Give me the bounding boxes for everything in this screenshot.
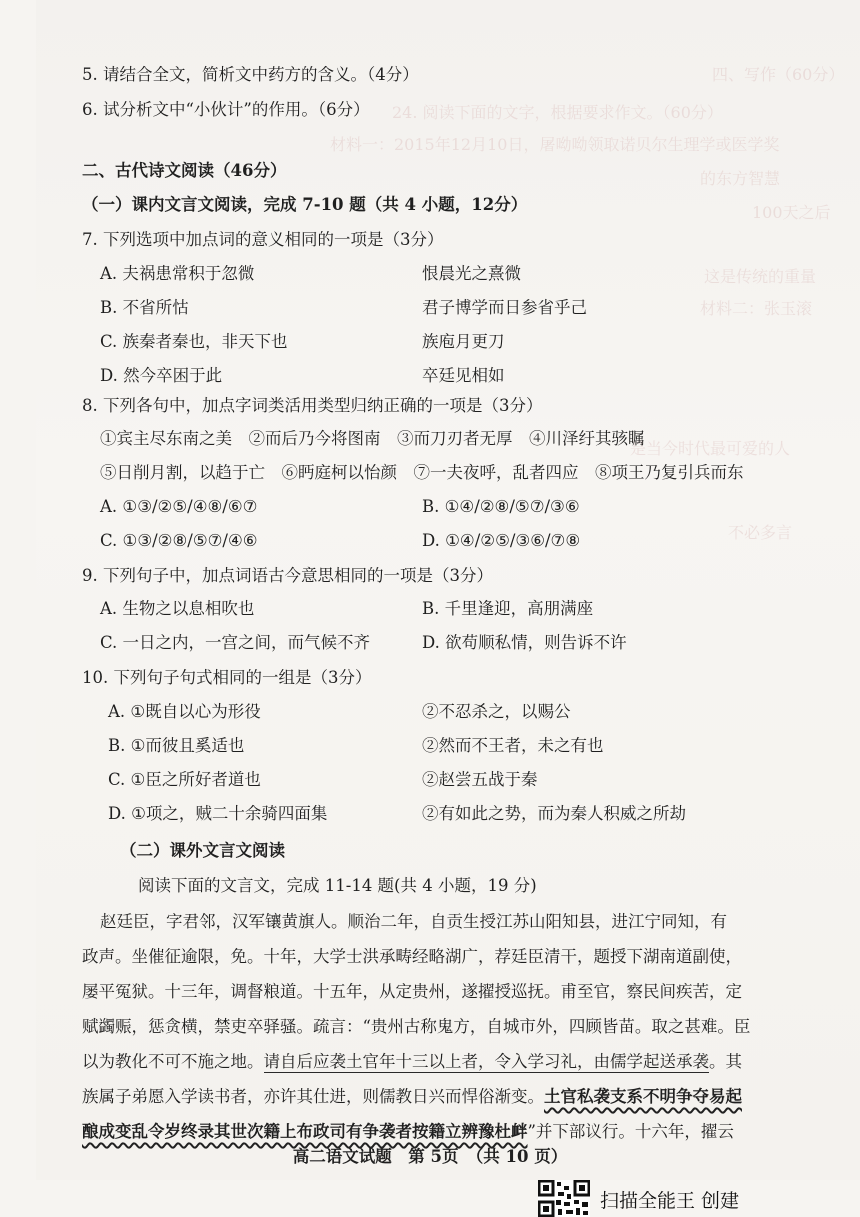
bleed-through-text: 是当今时代最可爱的人 <box>630 439 791 458</box>
section-heading: 二、古代诗文阅读（46分） <box>82 161 287 180</box>
subsection-heading-2: （二）课外文言文阅读 <box>120 841 285 860</box>
passage-line-7 <box>82 1121 734 1143</box>
q7-option-d-left: D. 然今卒困于此 <box>100 366 223 385</box>
subsection-heading-1: （一）课内文言文阅读，完成 7-10 题（共 4 小题，12分） <box>82 195 528 214</box>
passage-line-1: 赵廷臣，字君邻，汉军镶黄旗人。顺治二年，自贡生授江苏山阳知县，进江宁同知，有 <box>100 912 727 931</box>
underlined-sentence: 请自后应袭土官年十三以上者，令入学习礼，由儒学起送承袭 <box>263 1052 709 1071</box>
q9-option-c: C. 一日之内，一宫之间，而气候不齐 <box>100 633 371 652</box>
q10-option-d-left: D. ①项之，贼二十余骑四面集 <box>108 804 328 823</box>
q10-option-c-right: ②赵尝五战于秦 <box>422 770 538 789</box>
passage-text: ”并下部议行。十六年，擢云 <box>527 1122 734 1141</box>
bleed-through-text: 这是传统的重量 <box>704 267 817 286</box>
bleed-through-text: 不必多言 <box>728 523 793 542</box>
q8-option-d: D. ①④/②⑤/③⑥/⑦⑧ <box>422 531 581 550</box>
passage-line-2: 政声。坐催征逾限，免。十年，大学士洪承畴经略湖广，荐廷臣清干，题授下湖南道副使， <box>82 947 742 966</box>
q10-option-d-right: ②有如此之势，而为秦人积威之所劫 <box>422 804 686 823</box>
q10-option-a-left: A. ①既自以心为形役 <box>108 702 261 721</box>
q8-items-row-1: ①宾主尽东南之美 ②而后乃今将图南 ③而刀刃者无厚 ④川泽纡其骇瞩 <box>100 429 645 448</box>
page-footer: 高二语文试题 第 5页 （共 10 页） <box>292 1147 568 1166</box>
wavy-underlined-sentence: 酿成变乱令岁终录其世次籍上布政司有争袭者按籍立辨豫杜衅 <box>82 1122 528 1141</box>
question-5: 5. 请结合全文，简析文中药方的含义。（4分） <box>82 65 419 84</box>
question-7-stem: 7. 下列选项中加点词的意义相同的一项是（3分） <box>82 230 444 249</box>
q10-option-b-left: B. ①而彼且奚适也 <box>108 736 245 755</box>
question-10-stem: 10. 下列句子句式相同的一组是（3分） <box>82 668 372 687</box>
q10-option-c-left: C. ①臣之所好者道也 <box>108 770 261 789</box>
q8-items-row-2: ⑤日削月割，以趋于亡 ⑥眄庭柯以怡颜 ⑦一夫夜呼，乱者四应 ⑧项王乃复引兵而东 <box>100 463 744 482</box>
bleed-through-text: 100天之后 <box>752 203 831 222</box>
q9-option-b: B. 千里逢迎，高朋满座 <box>422 599 594 618</box>
q7-option-c-right: 族庖月更刀 <box>422 332 505 351</box>
q7-option-c-left: C. 族秦者秦也，非天下也 <box>100 332 288 351</box>
bleed-through-text: 四、写作（60分） <box>712 65 845 84</box>
scanner-watermark-label: 扫描全能王 创建 <box>600 1190 740 1212</box>
qr-code-icon <box>538 1180 590 1217</box>
passage-text: 以为教化不可不施之地。 <box>82 1052 264 1071</box>
q7-option-a-left: A. 夫祸患常积于忽微 <box>100 264 255 283</box>
passage-line-6 <box>82 1086 742 1108</box>
q10-option-b-right: ②然而不王者，未之有也 <box>422 736 604 755</box>
q8-option-a: A. ①③/②⑤/④⑧/⑥⑦ <box>100 497 258 516</box>
bleed-through-text: 的东方智慧 <box>700 169 781 188</box>
question-8-stem: 8. 下列各句中，加点字词类活用类型归纳正确的一项是（3分） <box>82 396 543 415</box>
question-6: 6. 试分析文中“小伙计”的作用。（6分） <box>82 100 370 119</box>
passage-line-3: 屡平冤狱。十三年，调督粮道。十五年，从定贵州，遂擢授巡抚。甫至官，察民间疾苦，定 <box>82 982 742 1001</box>
q9-option-a: A. 生物之以息相吹也 <box>100 599 255 618</box>
q7-option-d-right: 卒廷见相如 <box>422 366 505 385</box>
bleed-through-text: 24. 阅读下面的文字，根据要求作文。（60分） <box>392 103 723 122</box>
passage-instruction: 阅读下面的文言文，完成 11-14 题(共 4 小题，19 分) <box>138 876 537 895</box>
q8-option-c: C. ①③/②⑧/⑤⑦/④⑥ <box>100 531 258 550</box>
passage-line-5 <box>82 1051 742 1073</box>
bleed-through-text: 材料二：张玉滚 <box>700 299 813 318</box>
passage-text: 。其 <box>709 1052 742 1071</box>
q7-option-b-left: B. 不省所怙 <box>100 298 189 317</box>
q10-option-a-right: ②不忍杀之，以赐公 <box>422 702 571 721</box>
bleed-through-text: 材料一：2015年12月10日，屠呦呦领取诺贝尔生理学或医学奖 <box>330 135 780 154</box>
wavy-underlined-sentence: 土官私袭支系不明争夺易起 <box>544 1087 742 1106</box>
question-9-stem: 9. 下列句子中，加点词语古今意思相同的一项是（3分） <box>82 566 493 585</box>
passage-text: 族属子弟愿入学读书者，亦许其仕进，则儒教日兴而悍俗渐变。 <box>82 1087 544 1106</box>
q8-option-b: B. ①④/②⑧/⑤⑦/③⑥ <box>422 497 580 516</box>
q7-option-b-right: 君子博学而日参省乎己 <box>422 298 587 317</box>
q9-option-d: D. 欲苟顺私情，则告诉不许 <box>422 633 627 652</box>
passage-line-4: 赋蠲赈，惩贪横，禁吏卒驿骚。疏言：“贵州古称鬼方，自城市外，四顾皆苗。取之甚难。臣 <box>82 1017 751 1036</box>
q7-option-a-right: 恨晨光之熹微 <box>422 264 521 283</box>
